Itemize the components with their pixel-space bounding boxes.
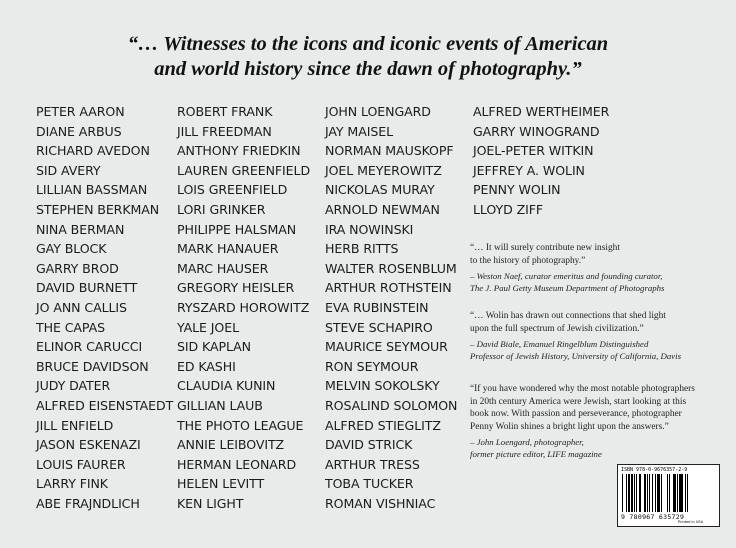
attribution-line: – Weston Naef, curator emeritus and founding curator,	[470, 271, 663, 282]
photographer-name: ARTHUR ROTHSTEIN	[325, 280, 452, 296]
photographer-name: MAURICE SEYMOUR	[325, 339, 448, 355]
photographer-name: DAVID BURNETT	[36, 280, 138, 296]
photographer-name: JASON ESKENAZI	[36, 437, 141, 453]
photographer-name: SID AVERY	[36, 162, 101, 178]
photographer-name: LAUREN GREENFIELD	[177, 162, 311, 178]
photographer-name: GAY BLOCK	[36, 241, 107, 257]
photographer-name: GARRY WINOGRAND	[473, 123, 600, 139]
photographer-name: NICKOLAS MURAY	[325, 182, 435, 198]
photographer-name: ARTHUR TRESS	[325, 456, 420, 472]
photographer-column-3	[325, 102, 457, 513]
photographer-name: GREGORY HEISLER	[177, 280, 295, 296]
photographer-name: STEPHEN BERKMAN	[36, 201, 160, 217]
headline-line-1: “… Witnesses to the icons and iconic events of American	[127, 33, 609, 55]
photographer-name: THE PHOTO LEAGUE	[177, 417, 304, 433]
quote-text-line: Penny Wolin shines a bright light upon the answers.”	[470, 421, 669, 432]
photographer-name: ANNIE LEIBOVITZ	[177, 437, 285, 453]
quote-text-line: “If you have wondered why the most notable photographers	[470, 384, 695, 394]
photographer-name: LOUIS FAURER	[36, 456, 126, 472]
photographer-name: GILLIAN LAUB	[177, 397, 263, 413]
photographer-name: DAVID STRICK	[325, 437, 413, 453]
quote-attribution	[470, 437, 718, 461]
quote-text-line: in 20th century America were Jewish, start looking at this	[470, 396, 687, 407]
photographer-name: HELEN LEVITT	[177, 476, 265, 492]
review-quote	[470, 383, 718, 461]
isbn-number: ISBN 978-0-9676357-2-9	[621, 467, 688, 473]
quote-attribution	[470, 271, 718, 295]
photographer-name: WALTER ROSENBLUM	[325, 260, 457, 276]
photographer-name: RICHARD AVEDON	[36, 143, 150, 159]
photographer-name: SID KAPLAN	[177, 339, 251, 355]
photographer-name: YALE JOEL	[177, 319, 240, 335]
photographer-name: LLOYD ZIFF	[473, 201, 544, 217]
photographer-name: CLAUDIA KUNIN	[177, 378, 276, 394]
photographer-name: JILL FREEDMAN	[177, 123, 272, 139]
photographer-name: NINA BERMAN	[36, 221, 125, 237]
photographer-name: THE CAPAS	[36, 319, 106, 335]
photographer-name: ELINOR CARUCCI	[36, 339, 143, 355]
photographer-name: JOEL-PETER WITKIN	[473, 143, 594, 159]
cover-headline	[0, 32, 736, 82]
photographer-column-2	[177, 102, 310, 513]
attribution-line: The J. Paul Getty Museum Department of Photographs	[470, 282, 665, 293]
photographer-name: HERMAN LEONARD	[177, 456, 297, 472]
photographer-name: KEN LIGHT	[177, 495, 244, 511]
quote-text-line: “… It will surely contribute new insight	[470, 243, 620, 253]
photographer-name: PENNY WOLIN	[473, 182, 561, 198]
attribution-line: – David Biale, Emanuel Ringelblum Distinguished	[470, 339, 649, 350]
photographer-name: JOEL MEYEROWITZ	[325, 162, 442, 178]
photographer-name: EVA RUBINSTEIN	[325, 299, 429, 315]
barcode-digits: 9 780967 635729	[621, 513, 685, 521]
photographer-column-1	[36, 102, 173, 513]
review-quote	[470, 242, 718, 295]
photographer-name: RON SEYMOUR	[325, 358, 419, 374]
quote-text-line: upon the full spectrum of Jewish civilization.”	[470, 323, 644, 334]
photographer-name: ROBERT FRANK	[177, 104, 273, 119]
photographer-name: ROMAN VISHNIAC	[325, 495, 436, 511]
photographer-name: ABE FRAJNDLICH	[36, 495, 140, 511]
photographer-name: RYSZARD HOROWITZ	[177, 299, 310, 315]
attribution-line: – John Loengard, photographer,	[470, 437, 584, 448]
quote-text-line: “… Wolin has drawn out connections that shed light	[470, 311, 666, 321]
photographer-name: ED KASHI	[177, 358, 236, 374]
review-quote	[470, 310, 718, 363]
photographer-name: ANTHONY FRIEDKIN	[177, 143, 301, 159]
photographer-name: STEVE SCHAPIRO	[325, 319, 433, 335]
photographer-name: JO ANN CALLIS	[36, 299, 127, 315]
photographer-name: TOBA TUCKER	[325, 476, 414, 492]
photographer-name: IRA NOWINSKI	[325, 221, 414, 237]
photographer-name: LORI GRINKER	[177, 201, 266, 217]
headline-line-2: and world history since the dawn of photography.”	[154, 58, 582, 80]
barcode-bars	[622, 474, 715, 512]
photographer-name: MARC HAUSER	[177, 260, 269, 276]
photographer-name: DIANE ARBUS	[36, 123, 122, 139]
photographer-name: ROSALIND SOLOMON	[325, 397, 458, 413]
photographer-name: GARRY BROD	[36, 260, 119, 276]
photographer-name: JAY MAISEL	[325, 123, 393, 139]
quote-text-line: book now. With passion and perseverance, photographer	[470, 409, 682, 420]
isbn-barcode	[617, 464, 720, 527]
photographer-name: LARRY FINK	[36, 476, 108, 492]
quote-attribution	[470, 339, 718, 363]
photographer-name: MELVIN SOKOLSKY	[325, 378, 440, 394]
photographer-name: JEFFREY A. WOLIN	[473, 162, 585, 178]
photographer-name: ALFRED WERTHEIMER	[473, 104, 610, 119]
photographer-name: JUDY DATER	[36, 378, 111, 394]
quote-text-line: to the history of photography.”	[470, 255, 586, 266]
photographer-name: PHILIPPE HALSMAN	[177, 221, 297, 237]
photographer-column-4	[473, 102, 609, 220]
photographer-name: LILLIAN BASSMAN	[36, 182, 148, 198]
photographer-name: JOHN LOENGARD	[325, 104, 431, 119]
photographer-name: BRUCE DAVIDSON	[36, 358, 149, 374]
photographer-name: MARK HANAUER	[177, 241, 279, 257]
photographer-name: ALFRED STIEGLITZ	[325, 417, 441, 433]
attribution-line: Professor of Jewish History, University of California, Davis	[470, 350, 682, 361]
photographer-name: HERB RITTS	[325, 241, 399, 257]
photographer-name: LOIS GREENFIELD	[177, 182, 288, 198]
photographer-name: NORMAN MAUSKOPF	[325, 143, 454, 159]
photographer-name: PETER AARON	[36, 104, 125, 119]
attribution-line: former picture editor, LIFE magazine	[470, 449, 602, 460]
photographer-name: ALFRED EISENSTAEDT	[36, 397, 174, 413]
photographer-name: JILL ENFIELD	[36, 417, 114, 433]
photographer-name: ARNOLD NEWMAN	[325, 201, 440, 217]
barcode-bar	[690, 474, 691, 512]
printed-in-label: Printed in USA	[678, 520, 704, 524]
